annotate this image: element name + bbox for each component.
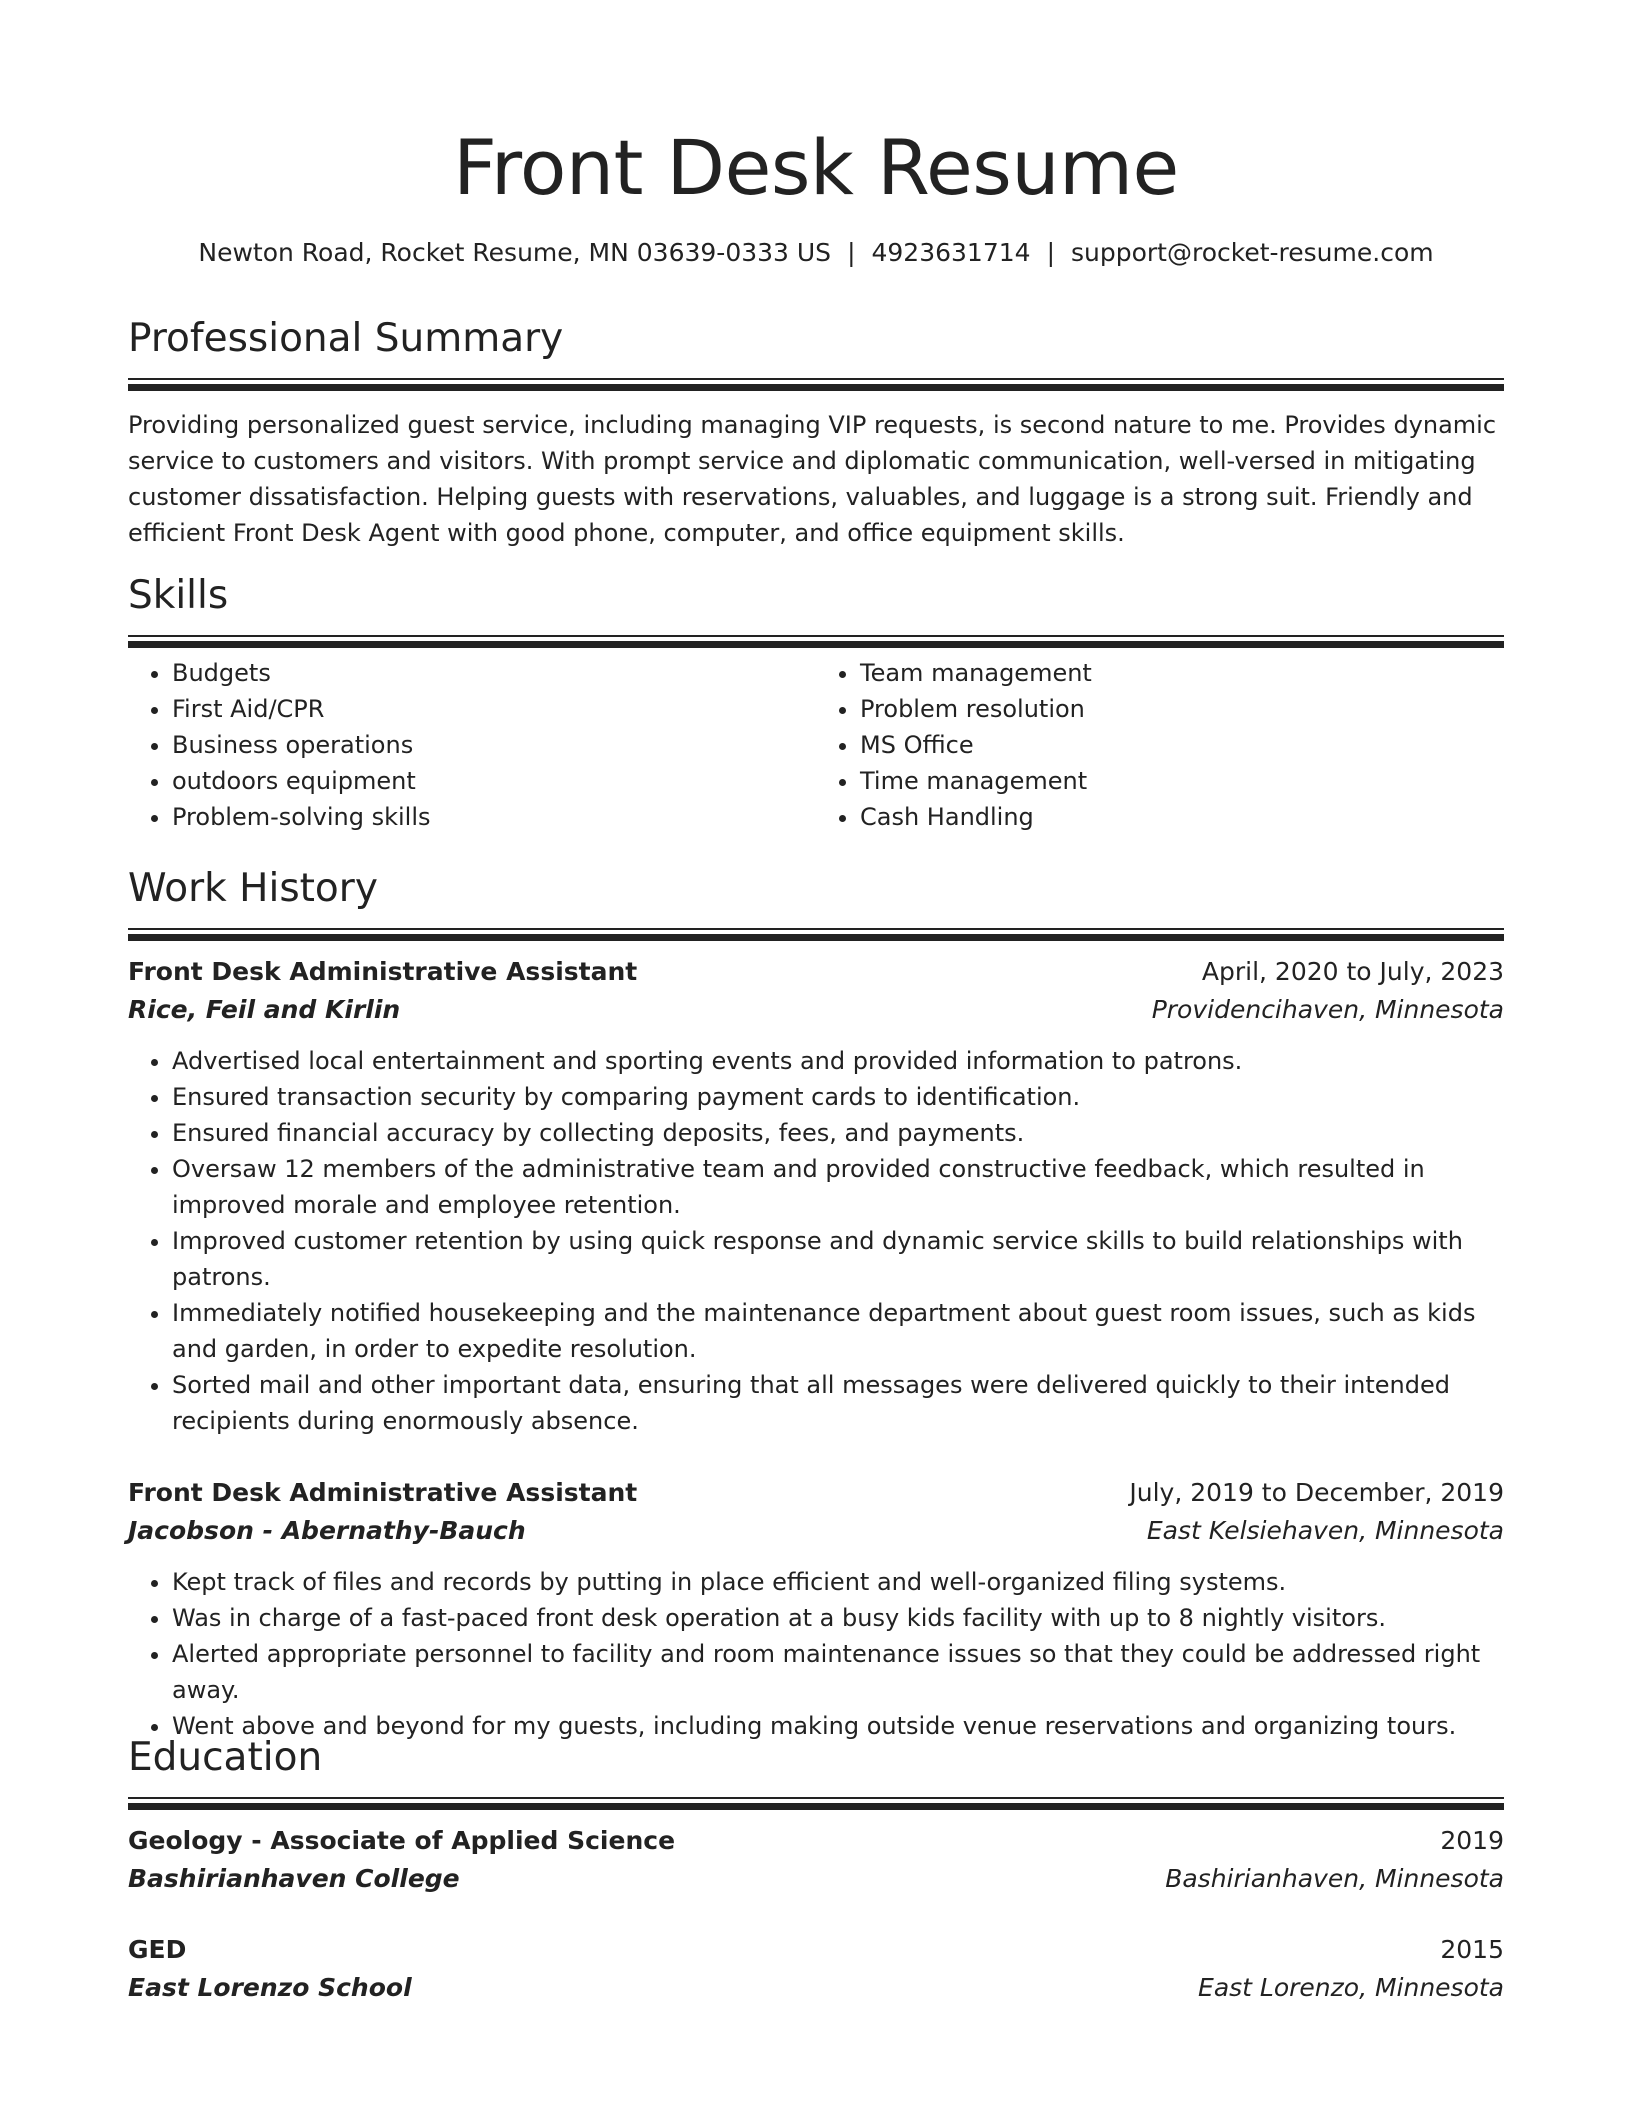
education-degree: GED	[128, 1935, 187, 1964]
education-school: Bashirianhaven College	[128, 1864, 460, 1893]
job-dates: July, 2019 to December, 2019	[1129, 1478, 1504, 1507]
job-entry	[128, 1474, 1504, 1744]
job-bullet: • Oversaw 12 members of the administrative team and provided constructive feedback, which resulted in improved morale and employee retention.	[172, 1151, 1504, 1223]
skill-item: • First Aid/CPR	[172, 691, 816, 727]
education-degree: Geology - Associate of Applied Science	[128, 1826, 676, 1855]
job-bullet: • Was in charge of a fast-paced front desk operation at a busy kids facility with up to 8 nightly visitors.	[172, 1600, 1504, 1636]
contact-address: Newton Road, Rocket Resume, MN 03639-0333 US	[198, 238, 832, 267]
contact-line	[128, 236, 1504, 270]
job-bullet: • Ensured transaction security by comparing payment cards to identification.	[172, 1079, 1504, 1115]
skills-heading: Skills	[128, 573, 229, 618]
job-bullet: • Kept track of files and records by putting in place efficient and well-organized filing systems.	[172, 1564, 1504, 1600]
contact-email: support@rocket-resume.com	[1071, 238, 1434, 267]
skills-left-list	[128, 655, 816, 835]
skills-columns	[128, 655, 1504, 835]
skill-item: • Business operations	[172, 727, 816, 763]
skills-right-list	[816, 655, 1504, 835]
education-entry	[128, 1931, 1504, 2007]
skill-item: • outdoors equipment	[172, 763, 816, 799]
work-section	[128, 864, 1504, 930]
job-bullet: • Alerted appropriate personnel to facility and room maintenance issues so that they could be addressed right away.	[172, 1636, 1504, 1708]
skill-item: • Problem-solving skills	[172, 799, 816, 835]
education-year: 2019	[1440, 1826, 1504, 1855]
education-heading: Education	[128, 1735, 323, 1780]
job-bullet: • Sorted mail and other important data, ensuring that all messages were delivered quickly to their intended recipients during enormously absence.	[172, 1367, 1504, 1439]
contact-separator: |	[847, 238, 856, 267]
skills-section	[128, 571, 1504, 835]
job-location: Providencihaven, Minnesota	[1151, 995, 1504, 1024]
job-bullet: • Improved customer retention by using quick response and dynamic service skills to build relationships with patrons.	[172, 1223, 1504, 1295]
section-divider	[128, 635, 1504, 637]
summary-section	[128, 314, 1504, 551]
job-bullets	[128, 1564, 1504, 1744]
contact-phone: 4923631714	[871, 238, 1031, 267]
section-divider	[128, 928, 1504, 930]
education-year: 2015	[1440, 1935, 1504, 1964]
education-entry	[128, 1822, 1504, 1898]
summary-text: Providing personalized guest service, including managing VIP requests, is second nature to me. Provides dynamic service to customers and visitors. With prompt service and diplomatic communication, well-versed in mitigating customer dissatisfaction. Helping guests with reservations, valuables, and luggage is a strong suit. Friendly and efficient Front Desk Agent with good phone, computer, and office equipment skills.	[128, 411, 1497, 547]
job-company: Jacobson - Abernathy-Bauch	[128, 1516, 526, 1545]
job-company: Rice, Feil and Kirlin	[128, 995, 401, 1024]
skill-item: • Problem resolution	[860, 691, 1504, 727]
contact-separator: |	[1046, 238, 1055, 267]
job-bullet: • Went above and beyond for my guests, including making outside venue reservations and organizing tours.	[172, 1708, 1504, 1744]
job-entry	[128, 953, 1504, 1439]
section-divider	[128, 1797, 1504, 1799]
job-title: Front Desk Administrative Assistant	[128, 957, 638, 986]
job-dates: April, 2020 to July, 2023	[1201, 957, 1504, 986]
education-location: East Lorenzo, Minnesota	[1198, 1973, 1504, 2002]
job-location: East Kelsiehaven, Minnesota	[1146, 1516, 1504, 1545]
education-school: East Lorenzo School	[128, 1973, 412, 2002]
job-title: Front Desk Administrative Assistant	[128, 1478, 638, 1507]
job-bullets	[128, 1043, 1504, 1439]
skill-item: • Cash Handling	[860, 799, 1504, 835]
job-bullet: • Advertised local entertainment and sporting events and provided information to patrons.	[172, 1043, 1504, 1079]
skill-item: • MS Office	[860, 727, 1504, 763]
skill-item: • Budgets	[172, 655, 816, 691]
education-section	[128, 1733, 1504, 1799]
section-divider	[128, 378, 1504, 380]
job-bullet: • Immediately notified housekeeping and the maintenance department about guest room issues, such as kids and garden, in order to expedite resolution.	[172, 1295, 1504, 1367]
work-heading: Work History	[128, 866, 378, 911]
skill-item: • Team management	[860, 655, 1504, 691]
summary-heading: Professional Summary	[128, 316, 564, 361]
job-bullet: • Ensured financial accuracy by collecting deposits, fees, and payments.	[172, 1115, 1504, 1151]
page-title: Front Desk Resume	[453, 123, 1179, 212]
education-location: Bashirianhaven, Minnesota	[1165, 1864, 1504, 1893]
skill-item: • Time management	[860, 763, 1504, 799]
